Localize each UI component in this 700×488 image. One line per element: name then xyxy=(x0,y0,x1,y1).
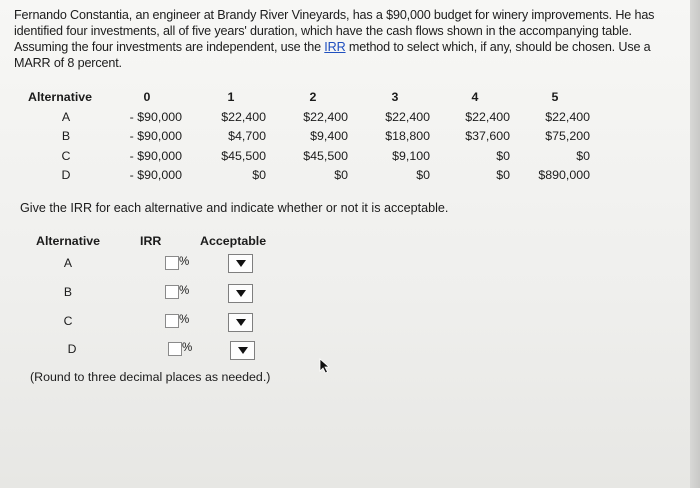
alternative-label: D xyxy=(61,168,71,182)
cashflow-cell: $0 xyxy=(496,148,510,163)
problem-text-end: method to select which, if any, should be chosen. Use a MARR of 8 percent. xyxy=(14,40,651,70)
cashflow-cell: $22,400 xyxy=(385,109,430,124)
cashflow-cell: $0 xyxy=(416,168,430,182)
instruction-text: Give the IRR for each alternative and indicate whether or not it is acceptable. xyxy=(20,201,449,215)
period-header: 5 xyxy=(551,90,559,104)
cashflow-cell: - $90,000 xyxy=(129,168,182,182)
cashflow-cell: $4,700 xyxy=(228,129,266,143)
irr-header: IRR xyxy=(140,234,162,248)
rounding-note: (Round to three decimal places as needed.) xyxy=(30,370,271,384)
cashflow-cell: $45,500 xyxy=(221,148,266,163)
problem-text: Fernando Constantia, an engineer at Brandy River Vineyards, has a $90,000 budget for winery improvements. He has identified four investments, all of five years' duration, which have the cash flows shown in the accompanying table. Assuming the four investments are independent, use the xyxy=(14,8,655,54)
cashflow-cell: $22,400 xyxy=(465,109,510,124)
irr-input-a[interactable] xyxy=(165,256,179,270)
table-row xyxy=(28,110,668,130)
acceptable-select-c[interactable] xyxy=(228,313,253,332)
alternative-label: A xyxy=(61,109,71,124)
period-header: 2 xyxy=(309,90,317,104)
cashflow-cell: $45,500 xyxy=(303,148,348,163)
percent-label: % xyxy=(179,256,190,268)
alternative-label: C xyxy=(61,148,71,163)
acceptable-select-b[interactable] xyxy=(228,284,253,303)
irr-input-c[interactable] xyxy=(165,314,179,328)
chevron-down-icon xyxy=(238,347,248,354)
cashflow-cell: $0 xyxy=(576,148,590,163)
chevron-down-icon xyxy=(236,260,246,267)
percent-label: % xyxy=(182,342,193,354)
percent-label: % xyxy=(179,314,190,326)
period-header: 1 xyxy=(227,90,235,104)
cashflow-cell: $0 xyxy=(252,168,266,182)
window-edge xyxy=(690,0,700,488)
irr-input-b[interactable] xyxy=(165,285,179,299)
acceptable-select-d[interactable] xyxy=(230,341,255,360)
alternative-header: Alternative xyxy=(28,90,93,104)
answer-alternative-header: Alternative xyxy=(36,234,101,248)
mouse-pointer-icon xyxy=(318,358,332,374)
cashflow-cell: - $90,000 xyxy=(129,109,182,124)
cashflow-cell: $0 xyxy=(334,168,348,182)
cashflow-cell: $890,000 xyxy=(538,168,590,182)
cashflow-cell: - $90,000 xyxy=(129,148,182,163)
answer-row-label: A xyxy=(63,256,73,270)
cashflow-cell: $9,100 xyxy=(392,148,430,163)
table-row xyxy=(28,129,668,149)
percent-label: % xyxy=(179,285,190,297)
chevron-down-icon xyxy=(236,319,246,326)
cashflow-cell: $37,600 xyxy=(465,129,510,143)
answer-row-label: C xyxy=(63,314,73,328)
cashflow-table xyxy=(28,90,668,188)
table-row xyxy=(28,168,668,188)
alternative-label: B xyxy=(61,129,71,143)
acceptable-header: Acceptable xyxy=(200,234,267,248)
cashflow-cell: $9,400 xyxy=(310,129,348,143)
cashflow-cell: $75,200 xyxy=(545,129,590,143)
cashflow-cell: $18,800 xyxy=(385,129,430,143)
cashflow-cell: $22,400 xyxy=(221,109,266,124)
irr-glossary-link[interactable]: IRR xyxy=(324,40,346,54)
problem-statement xyxy=(14,7,682,71)
irr-input-d[interactable] xyxy=(168,342,182,356)
period-header: 3 xyxy=(391,90,399,104)
cashflow-cell: - $90,000 xyxy=(129,129,182,143)
answer-row-label: D xyxy=(67,342,77,356)
cashflow-header-row xyxy=(28,90,668,110)
answer-row-label: B xyxy=(63,285,73,299)
table-row xyxy=(28,149,668,169)
period-header: 4 xyxy=(471,90,479,104)
cashflow-cell: $22,400 xyxy=(303,109,348,124)
period-header: 0 xyxy=(143,90,151,104)
chevron-down-icon xyxy=(236,290,246,297)
acceptable-select-a[interactable] xyxy=(228,254,253,273)
cashflow-cell: $0 xyxy=(496,168,510,182)
cashflow-cell: $22,400 xyxy=(545,109,590,124)
